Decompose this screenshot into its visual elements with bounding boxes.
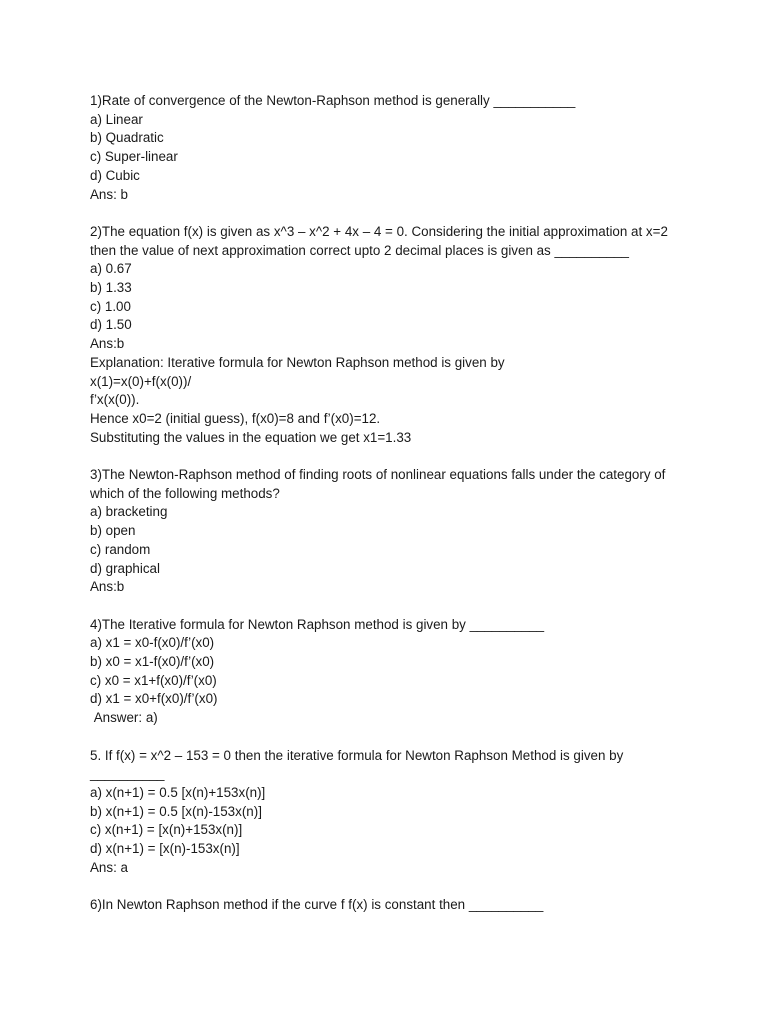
option-c: c) x0 = x1+f(x0)/f’(x0) bbox=[90, 672, 217, 688]
answer: Ans: b bbox=[90, 186, 128, 202]
question-3 bbox=[90, 466, 690, 597]
question-2 bbox=[90, 223, 690, 447]
option-a: a) 0.67 bbox=[90, 261, 132, 277]
question-5 bbox=[90, 747, 690, 878]
question-1 bbox=[90, 92, 690, 204]
option-b: b) 1.33 bbox=[90, 280, 132, 296]
option-b: b) x(n+1) = 0.5 [x(n)-153x(n)] bbox=[90, 803, 262, 819]
option-c: c) x(n+1) = [x(n)+153x(n)] bbox=[90, 822, 243, 838]
option-b: b) open bbox=[90, 523, 136, 539]
option-d: d) x1 = x0+f(x0)/f’(x0) bbox=[90, 691, 218, 707]
question-text: 1)Rate of convergence of the Newton-Raphson method is generally ___________ bbox=[90, 93, 576, 108]
option-d: d) Cubic bbox=[90, 167, 140, 183]
option-a: a) Linear bbox=[90, 111, 143, 127]
explanation-formula-1: x(1)=x(0)+f(x(0))/ bbox=[90, 373, 192, 389]
explanation-values: Hence x0=2 (initial guess), f(x0)=8 and f’(x0)=12. bbox=[90, 410, 381, 426]
explanation-formula-2: f’x(x(0)). bbox=[90, 392, 140, 408]
option-c: c) random bbox=[90, 541, 151, 557]
answer: Ans:b bbox=[90, 579, 125, 595]
option-b: b) Quadratic bbox=[90, 130, 164, 146]
option-d: d) graphical bbox=[90, 560, 160, 576]
question-text: 3)The Newton-Raphson method of finding roots of nonlinear equations falls under the category of which of the following methods? bbox=[90, 467, 670, 501]
explanation: Explanation: Iterative formula for Newton Raphson method is given by bbox=[90, 354, 505, 370]
option-c: c) 1.00 bbox=[90, 298, 131, 314]
answer: Ans: a bbox=[90, 859, 128, 875]
document-page bbox=[90, 92, 690, 915]
option-a: a) x1 = x0-f(x0)/f’(x0) bbox=[90, 635, 215, 651]
option-d: d) x(n+1) = [x(n)-153x(n)] bbox=[90, 841, 240, 857]
option-a: a) bracketing bbox=[90, 504, 168, 520]
explanation-result: Substituting the values in the equation we get x1=1.33 bbox=[90, 429, 412, 445]
option-a: a) x(n+1) = 0.5 [x(n)+153x(n)] bbox=[90, 784, 266, 800]
question-text: 4)The Iterative formula for Newton Raphson method is given by __________ bbox=[90, 616, 545, 632]
answer: Ans:b bbox=[90, 336, 125, 352]
option-b: b) x0 = x1-f(x0)/f’(x0) bbox=[90, 654, 215, 670]
question-6 bbox=[90, 896, 690, 915]
question-text: 5. If f(x) = x^2 – 153 = 0 then the iterative formula for Newton Raphson Method is given by __________ bbox=[90, 747, 627, 782]
question-text: 6)In Newton Raphson method if the curve f f(x) is constant then __________ bbox=[90, 897, 544, 913]
option-d: d) 1.50 bbox=[90, 317, 132, 333]
question-4 bbox=[90, 616, 690, 728]
option-c: c) Super-linear bbox=[90, 149, 178, 165]
question-text: 2)The equation f(x) is given as x^3 – x^2 + 4x – 4 = 0. Considering the initial approximation at x=2 then the value of next approximation correct upto 2 decimal places is given as __________ bbox=[90, 223, 672, 258]
answer: Answer: a) bbox=[90, 710, 158, 726]
